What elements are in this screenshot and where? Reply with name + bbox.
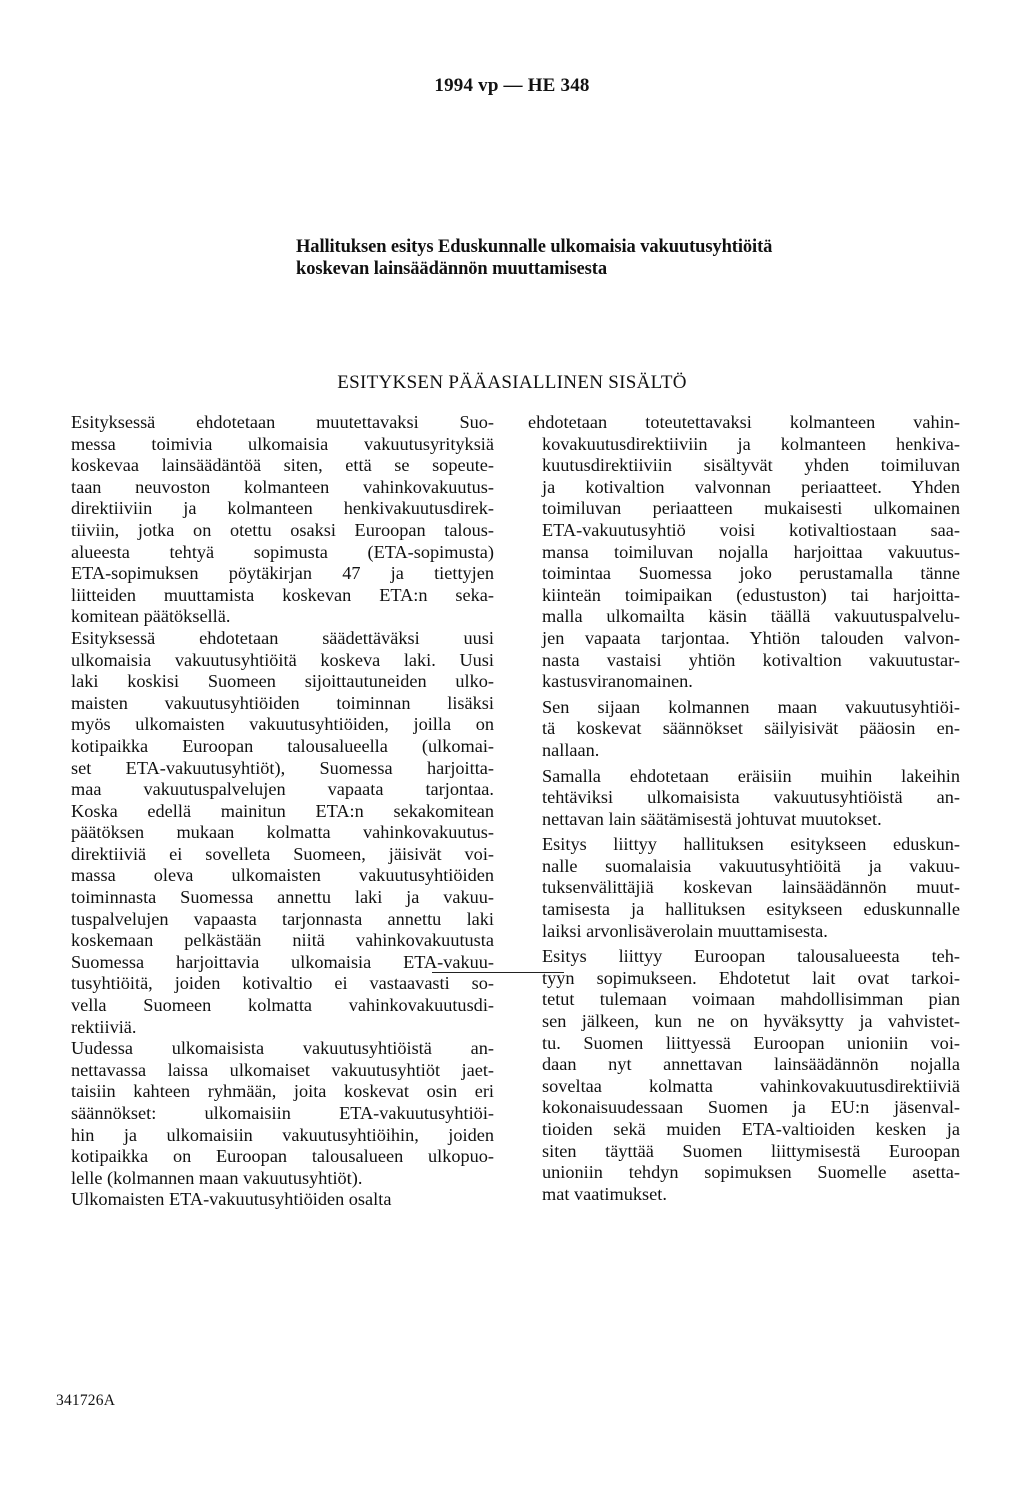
text-line: komitean päätöksellä.	[71, 606, 231, 627]
text-line: toimiluvan periaatteen mukaisesti ulkomainen	[542, 498, 960, 519]
text-line: hin ja ulkomaisiin vakuutusyhtiöihin, joiden	[71, 1124, 494, 1145]
text-line: nalle suomalaisia vakuutusyhtiöitä ja vakuu-	[542, 855, 960, 876]
paragraph	[57, 412, 494, 628]
text-line: mat vaatimukset.	[542, 1183, 667, 1204]
paragraph	[528, 834, 960, 942]
text-line: päätöksen mukaan kolmatta vahinkovakuutus-	[71, 822, 494, 843]
section-heading: ESITYKSEN PÄÄASIALLINEN SISÄLTÖ	[337, 372, 687, 393]
text-line: sen jälkeen, kun ne on hyväksytty ja vahvistet-	[542, 1011, 960, 1032]
text-line: messa toimivia ulkomaisia vakuutusyrityksiä	[71, 433, 494, 454]
text-line: direktiiviä ei sovelleta Suomeen, jäisivät voi-	[71, 843, 494, 864]
text-line: maisten vakuutusyhtiöiden toiminnan lisäksi	[71, 692, 494, 713]
text-line: Ulkomaisten ETA-vakuutusyhtiöiden osalta	[71, 1189, 392, 1210]
text-line: ehdotetaan toteutettavaksi kolmanteen vahin-	[528, 412, 960, 432]
document-code: 341726A	[56, 1392, 116, 1409]
text-line: Koska edellä mainitun ETA:n sekakomitean	[71, 800, 494, 821]
text-line: massa oleva ulkomaisten vakuutusyhtiöiden	[71, 865, 494, 886]
paragraph	[528, 766, 960, 831]
text-line: kiinteän toimipaikan (edustuston) tai harjoitta-	[542, 584, 960, 605]
text-line: Esityksessä ehdotetaan säädettäväksi uusi	[71, 627, 494, 648]
text-line: koskevaa lainsäädäntöä siten, että se sopeute-	[71, 455, 494, 476]
page-header: 1994 vp — HE 348	[434, 75, 590, 96]
text-line: nettavan lain säätämisestä johtuvat muutokset.	[542, 808, 882, 829]
text-line: nettavassa laissa ulkomaiset vakuutusyhtiöt jaet-	[71, 1059, 494, 1080]
text-line: laiksi arvonlisäverolain muuttamisesta.	[542, 920, 828, 941]
text-line: tiiviin, jotka on otettu osaksi Euroopan talous-	[71, 519, 494, 540]
text-line: Uudessa ulkomaisista vakuutusyhtiöistä an-	[71, 1038, 494, 1059]
text-line: nallaan.	[542, 739, 600, 760]
text-line: mansa toimiluvan nojalla harjoittaa vakuutus-	[542, 541, 960, 562]
text-line: kotipaikka on Euroopan talousalueen ulkopuo-	[71, 1146, 494, 1167]
right-text-column	[528, 412, 960, 1209]
text-line: jen vapaata tarjontaa. Yhtiön talouden valvon-	[542, 627, 960, 648]
text-line: tu. Suomen liittyessä Euroopan unioniin voi-	[542, 1032, 960, 1053]
text-line: ETA-sopimuksen pöytäkirjan 47 ja tiettyjen	[71, 563, 494, 584]
text-line: tuksenvälittäjiä koskevan lainsäädännön muut-	[542, 877, 960, 898]
text-line: malla ulkomailta käsin täällä vakuutuspalvelu-	[542, 606, 960, 627]
end-divider	[432, 972, 564, 973]
text-line: unioniin tehdyn sopimuksen Suomelle asetta-	[542, 1162, 960, 1183]
text-line: tä koskevat säännökset säilyisivät pääosin en-	[542, 718, 960, 739]
text-line: nasta vastaisi yhtiön kotivaltion vakuutustar-	[542, 649, 960, 670]
paragraph	[57, 1038, 494, 1189]
text-line: tehtäviksi ulkomaisista vakuutusyhtiöistä an-	[542, 787, 960, 808]
text-line: Esityksessä ehdotetaan muutettavaksi Suo-	[71, 412, 494, 432]
text-line: kastusviranomainen.	[542, 671, 693, 692]
text-line: säännökset: ulkomaisiin ETA-vakuutusyhtiöi-	[71, 1103, 494, 1123]
text-line: toiminnasta Suomessa annettu laki ja vakuu-	[71, 887, 494, 908]
text-line: Samalla ehdotetaan eräisiin muihin lakeihin	[542, 765, 960, 786]
text-line: maa vakuutuspalvelujen vapaata tarjontaa.	[71, 779, 494, 800]
text-line: myös ulkomaisten vakuutusyhtiöiden, joilla on	[71, 714, 494, 735]
text-line: set ETA-vakuutusyhtiöt), Suomessa harjoitta-	[71, 757, 494, 778]
paragraph	[528, 412, 960, 693]
text-line: Esitys liittyy hallituksen esitykseen eduskun-	[542, 834, 960, 855]
text-line: Suomessa harjoittavia ulkomaisia ETA-vakuu-	[71, 951, 494, 972]
text-line: koskemaan pelkästään niitä vahinkovakuutusta	[71, 930, 494, 951]
text-line: tioiden sekä muiden ETA-valtioiden kesken ja	[542, 1119, 960, 1139]
text-line: soveltaa kolmatta vahinkovakuutusdirektiiviä	[542, 1075, 960, 1096]
text-line: Sen sijaan kolmannen maan vakuutusyhtiöi-	[542, 696, 960, 717]
title-line: Hallituksen esitys Eduskunnalle ulkomaisia vakuutusyhtiöitä	[296, 237, 773, 257]
text-line: tuspalvelujen vapaasta tarjonnasta annettu laki	[71, 908, 494, 929]
document-title	[296, 236, 976, 280]
text-line: daan nyt annettavan lainsäädännön nojalla	[542, 1054, 960, 1075]
text-line: kokonaisuudessaan Suomen ja EU:n jäsenval-	[542, 1097, 960, 1118]
text-line: kovakuutusdirektiiviin ja kolmanteen henkiva-	[542, 433, 960, 454]
text-line: rektiiviä.	[71, 1016, 137, 1037]
title-line: koskevan lainsäädännön muuttamisesta	[296, 259, 607, 279]
paragraph	[57, 628, 494, 1038]
text-line: taisiin kahteen ryhmään, joita koskevat osin eri	[71, 1081, 494, 1102]
text-line: vella Suomeen kolmatta vahinkovakuutusdi-	[71, 995, 494, 1016]
text-line: ja kotivaltion valvonnan periaatteet. Yhden	[542, 476, 960, 497]
text-line: liitteiden muuttamista koskevan ETA:n seka-	[71, 584, 494, 605]
text-line: tyyn sopimukseen. Ehdotetut lait ovat tarkoi-	[542, 967, 960, 988]
text-line: tamisesta ja hallituksen esitykseen eduskunnalle	[542, 899, 960, 920]
text-line: tusyhtiöitä, joiden kotivaltio ei vastaavasti so-	[71, 973, 494, 994]
text-line: laki koskisi Suomeen sijoittautuneiden ulko-	[71, 671, 494, 692]
text-line: tetut tulemaan voimaan mahdollisimman pian	[542, 989, 960, 1010]
text-line: ulkomaisia vakuutusyhtiöitä koskeva laki. Uusi	[71, 649, 494, 670]
text-line: alueesta tehtyä sopimusta (ETA-sopimusta)	[71, 541, 494, 562]
left-text-column	[57, 412, 494, 1211]
text-line: Esitys liittyy Euroopan talousalueesta teh-	[542, 946, 960, 967]
text-line: lelle (kolmannen maan vakuutusyhtiöt).	[71, 1167, 363, 1188]
text-line: direktiiviin ja kolmanteen henkivakuutusdirek-	[71, 498, 494, 519]
text-line: kotipaikka Euroopan talousalueella (ulkomai-	[71, 735, 494, 756]
paragraph	[528, 946, 960, 1205]
text-line: kuutusdirektiiviin sisältyvät yhden toimiluvan	[542, 455, 960, 476]
paragraph	[528, 697, 960, 762]
text-line: taan neuvoston kolmanteen vahinkovakuutus-	[71, 476, 494, 497]
paragraph	[57, 1189, 494, 1211]
text-line: toimintaa Suomessa joko perustamalla tänne	[542, 563, 960, 584]
text-line: ETA-vakuutusyhtiö voisi kotivaltiostaan saa-	[542, 519, 960, 540]
text-line: siten täyttää Suomen liittymisestä Euroopan	[542, 1140, 960, 1161]
